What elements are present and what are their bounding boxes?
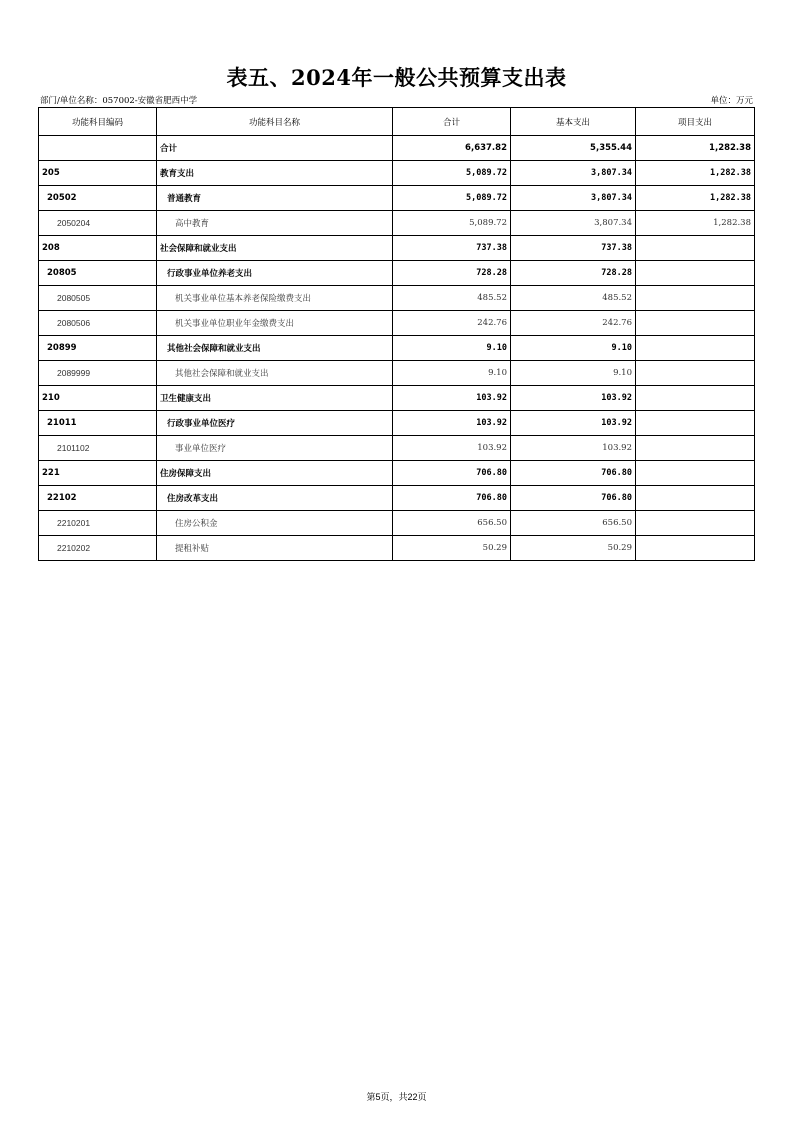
table-row — [39, 186, 755, 211]
cell-name: 住房保障支出 — [157, 461, 393, 486]
table-row — [39, 411, 755, 436]
cell-project — [636, 386, 755, 411]
cell-code: 221 — [39, 461, 157, 486]
cell-total: 706.80 — [393, 486, 511, 511]
cell-name: 高中教育 — [157, 211, 393, 236]
cell-code: 22102 — [39, 486, 157, 511]
cell-total: 103.92 — [393, 411, 511, 436]
cell-total: 728.28 — [393, 261, 511, 286]
total-row — [39, 136, 755, 161]
table-row — [39, 361, 755, 386]
cell-name: 事业单位医疗 — [157, 436, 393, 461]
cell-project — [636, 536, 755, 561]
table-row — [39, 311, 755, 336]
cell-project — [636, 486, 755, 511]
cell-code: 20805 — [39, 261, 157, 286]
cell-name: 提租补贴 — [157, 536, 393, 561]
cell-code: 210 — [39, 386, 157, 411]
header-basic: 基本支出 — [511, 108, 636, 136]
cell-basic: 3,807.34 — [511, 186, 636, 211]
cell-basic: 706.80 — [511, 461, 636, 486]
cell-name: 住房公积金 — [157, 511, 393, 536]
cell-name: 其他社会保障和就业支出 — [157, 361, 393, 386]
cell-basic: 103.92 — [511, 436, 636, 461]
cell-code: 21011 — [39, 411, 157, 436]
cell-code: 2210202 — [39, 536, 157, 561]
table-row — [39, 161, 755, 186]
cell-name: 行政事业单位医疗 — [157, 411, 393, 436]
cell-total: 5,089.72 — [393, 186, 511, 211]
cell-basic: 706.80 — [511, 486, 636, 511]
cell-project — [636, 436, 755, 461]
cell-total: 5,089.72 — [393, 211, 511, 236]
cell-basic: 737.38 — [511, 236, 636, 261]
table-row — [39, 261, 755, 286]
header-name: 功能科目名称 — [157, 108, 393, 136]
page-number: 第5页，共22页 — [366, 1092, 427, 1102]
header-code: 功能科目编码 — [39, 108, 157, 136]
cell-code: 20502 — [39, 186, 157, 211]
header-total: 合计 — [393, 108, 511, 136]
cell-basic: 242.76 — [511, 311, 636, 336]
cell-total: 5,089.72 — [393, 161, 511, 186]
cell-code: 2050204 — [39, 211, 157, 236]
cell-name: 合计 — [157, 136, 393, 161]
cell-total: 9.10 — [393, 336, 511, 361]
cell-project: 1,282.38 — [636, 136, 755, 161]
cell-basic: 3,807.34 — [511, 211, 636, 236]
cell-basic: 9.10 — [511, 336, 636, 361]
department-label: 部门/单位名称：057002-安徽省肥西中学 — [40, 96, 198, 106]
table-row — [39, 336, 755, 361]
table-row — [39, 536, 755, 561]
cell-basic: 5,355.44 — [511, 136, 636, 161]
table-row — [39, 286, 755, 311]
table-row — [39, 486, 755, 511]
cell-project — [636, 511, 755, 536]
cell-name: 行政事业单位养老支出 — [157, 261, 393, 286]
cell-code: 2080505 — [39, 286, 157, 311]
table-row — [39, 211, 755, 236]
cell-project — [636, 411, 755, 436]
cell-code: 20899 — [39, 336, 157, 361]
table-row — [39, 386, 755, 411]
cell-code: 2089999 — [39, 361, 157, 386]
table-row — [39, 461, 755, 486]
cell-total: 242.76 — [393, 311, 511, 336]
cell-total: 9.10 — [393, 361, 511, 386]
cell-project — [636, 461, 755, 486]
cell-project: 1,282.38 — [636, 161, 755, 186]
cell-total: 737.38 — [393, 236, 511, 261]
cell-code: 2210201 — [39, 511, 157, 536]
table-body — [39, 136, 755, 561]
cell-project — [636, 261, 755, 286]
cell-name: 社会保障和就业支出 — [157, 236, 393, 261]
cell-project — [636, 311, 755, 336]
cell-basic: 9.10 — [511, 361, 636, 386]
cell-total: 103.92 — [393, 436, 511, 461]
cell-project — [636, 236, 755, 261]
cell-basic: 656.50 — [511, 511, 636, 536]
table-header-row — [39, 108, 755, 136]
cell-name: 其他社会保障和就业支出 — [157, 336, 393, 361]
cell-code: 2080506 — [39, 311, 157, 336]
cell-total: 6,637.82 — [393, 136, 511, 161]
header-project: 项目支出 — [636, 108, 755, 136]
cell-basic: 728.28 — [511, 261, 636, 286]
cell-project: 1,282.38 — [636, 186, 755, 211]
cell-basic: 103.92 — [511, 411, 636, 436]
table-row — [39, 236, 755, 261]
cell-total: 103.92 — [393, 386, 511, 411]
cell-project — [636, 286, 755, 311]
cell-project — [636, 336, 755, 361]
cell-basic: 485.52 — [511, 286, 636, 311]
page-title: 表五、2024年一般公共预算支出表 — [226, 65, 567, 90]
cell-code: 208 — [39, 236, 157, 261]
cell-project: 1,282.38 — [636, 211, 755, 236]
cell-basic: 50.29 — [511, 536, 636, 561]
cell-total: 50.29 — [393, 536, 511, 561]
cell-code — [39, 136, 157, 161]
cell-name: 住房改革支出 — [157, 486, 393, 511]
budget-table — [38, 107, 755, 561]
cell-code: 205 — [39, 161, 157, 186]
table-row — [39, 436, 755, 461]
table-row — [39, 511, 755, 536]
cell-total: 485.52 — [393, 286, 511, 311]
cell-basic: 3,807.34 — [511, 161, 636, 186]
cell-project — [636, 361, 755, 386]
cell-name: 卫生健康支出 — [157, 386, 393, 411]
cell-name: 机关事业单位职业年金缴费支出 — [157, 311, 393, 336]
cell-name: 教育支出 — [157, 161, 393, 186]
cell-basic: 103.92 — [511, 386, 636, 411]
cell-total: 706.80 — [393, 461, 511, 486]
cell-name: 机关事业单位基本养老保险缴费支出 — [157, 286, 393, 311]
cell-code: 2101102 — [39, 436, 157, 461]
cell-name: 普通教育 — [157, 186, 393, 211]
unit-label: 单位：万元 — [710, 96, 753, 106]
cell-total: 656.50 — [393, 511, 511, 536]
